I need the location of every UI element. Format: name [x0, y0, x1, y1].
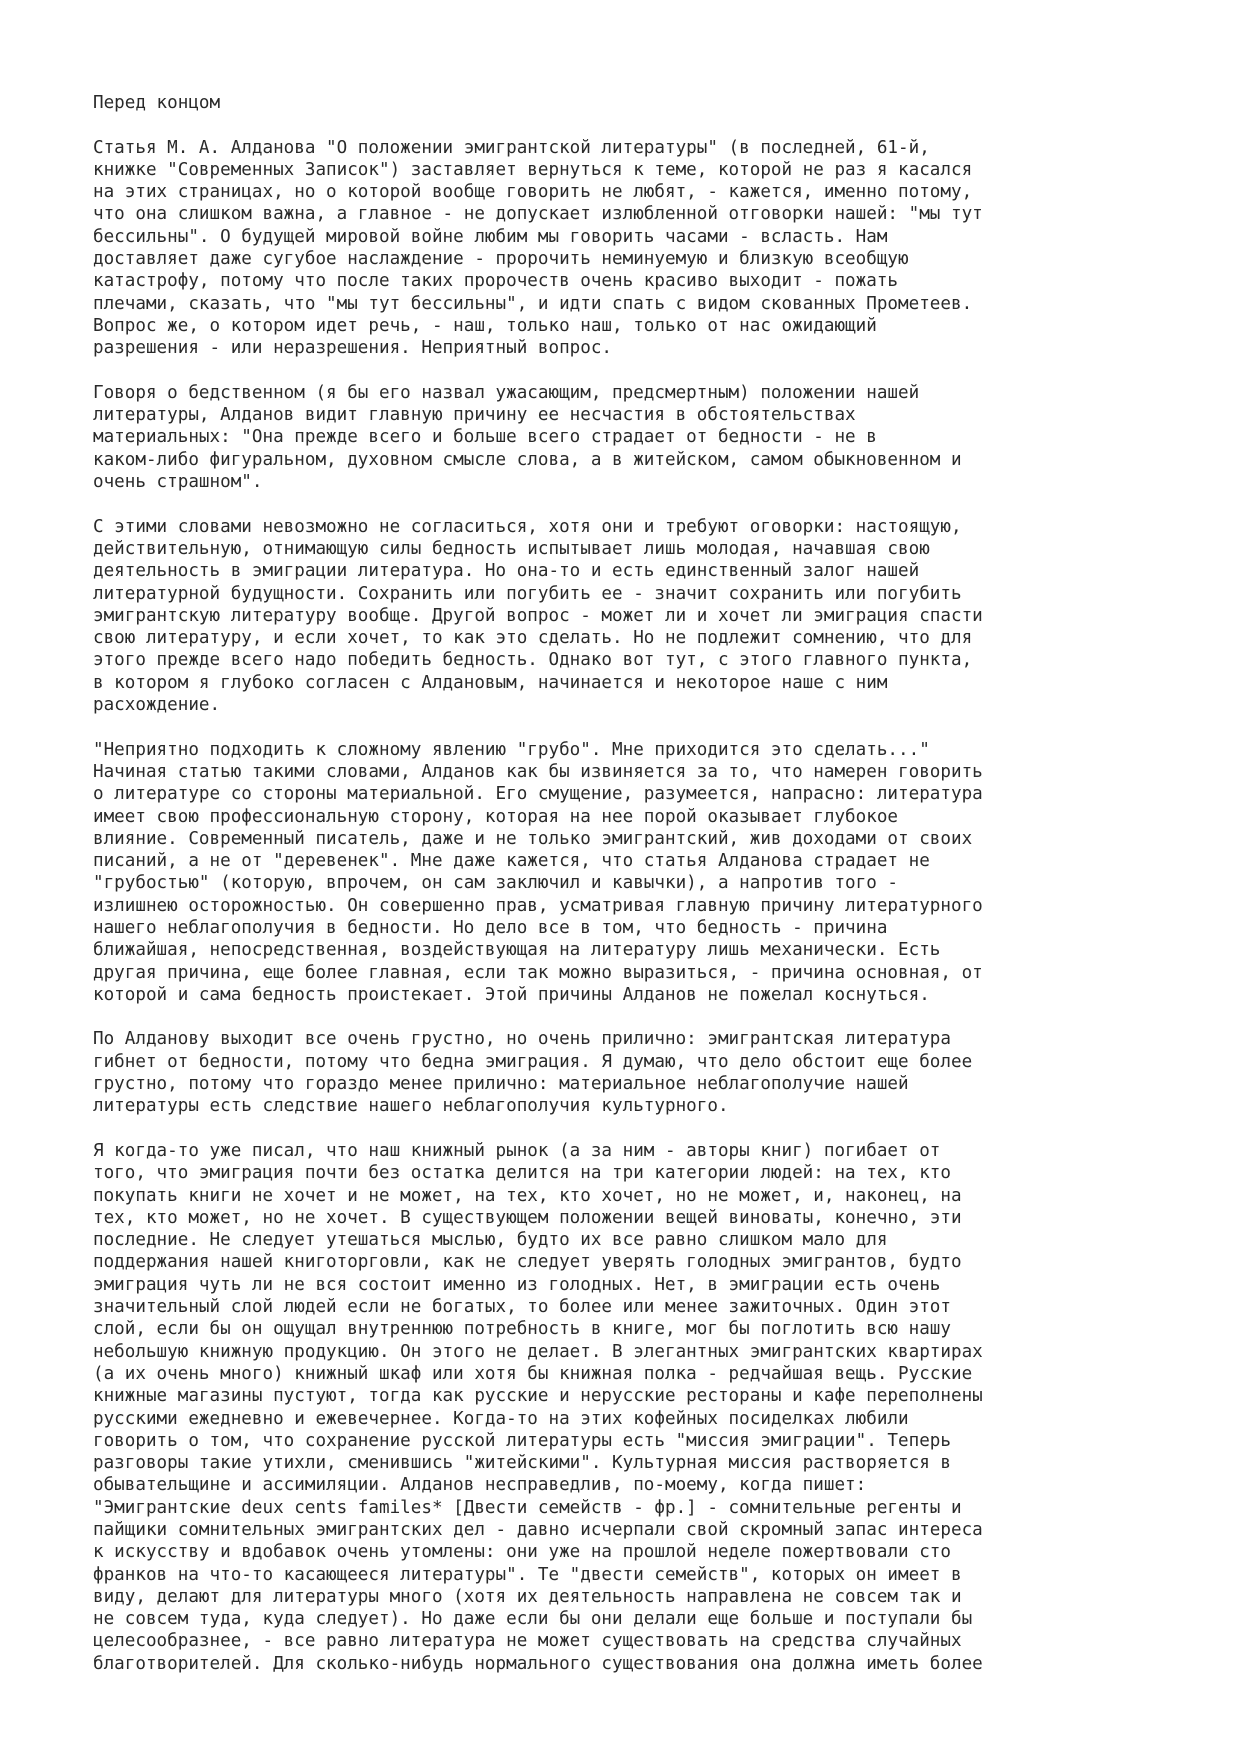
text-line: того, что эмиграция почти без остатка делится на три категории людей: на тех, кто	[93, 1163, 951, 1184]
text-line: имеет свою профессиональную сторону, которая на нее порой оказывает глубокое	[93, 806, 899, 827]
text-line: "Неприятно подходить к сложному явлению "грубо". Мне приходится это сделать..."	[93, 739, 930, 760]
text-line: очень страшном".	[93, 472, 263, 493]
text-line: (а их очень много) книжный шкаф или хотя бы книжная полка - редчайшая вещь. Русские	[93, 1363, 973, 1384]
text-line: плечами, сказать, что "мы тут бессильны", и идти спать с видом скованных Прометеев.	[93, 293, 973, 314]
text-line: Говоря о бедственном (я бы его назвал ужасающим, предсмертным) положении нашей	[93, 382, 920, 403]
text-line: благотворителей. Для сколько-нибудь нормального существования она должна иметь более	[93, 1653, 983, 1674]
text-line: книжке "Современных Записок") заставляет вернуться к теме, которой не раз я касался	[93, 159, 973, 180]
text-line: катастрофу, потому что после таких пророчеств очень красиво выходит - пожать	[93, 271, 899, 292]
text-line: материальных: "Она прежде всего и больше всего страдает от бедности - не в	[93, 427, 877, 448]
text-line: последние. Не следует утешаться мыслью, будто их все равно слишком мало для	[93, 1230, 888, 1251]
text-line: другая причина, еще более главная, если так можно выразиться, - причина основная, от	[93, 962, 983, 983]
text-line: слой, если бы он ощущал внутреннюю потребность в книге, мог бы поглотить всю нашу	[93, 1319, 951, 1340]
text-line: которой и сама бедность проистекает. Этой причины Алданов не пожелал коснуться.	[93, 984, 930, 1005]
text-line: поддержания нашей книготорговли, как не следует уверять голодных эмигрантов, будто	[93, 1252, 962, 1273]
text-line: покупать книги не хочет и не может, на тех, кто хочет, но не может, и, наконец, на	[93, 1185, 962, 1206]
text-line: влияние. Современный писатель, даже и не только эмигрантский, жив доходами от своих	[93, 828, 973, 849]
text-line: тех, кто может, но не хочет. В существующем положении вещей виноваты, конечно, эти	[93, 1207, 962, 1228]
text-line: ближайшая, непосредственная, воздействующая на литературу лишь механически. Есть	[93, 940, 941, 961]
text-line: значительный слой людей если не богатых, то более или менее зажиточных. Один этот	[93, 1297, 951, 1318]
text-line: "Эмигрантские deux cents familes* [Двести семейств - фр.] - сомнительные регенты и	[93, 1497, 962, 1518]
text-line: небольшую книжную продукцию. Он этого не делает. В элегантных эмигрантских квартирах	[93, 1341, 983, 1362]
text-line: грустно, потому что гораздо менее прилично: материальное неблагополучие нашей	[93, 1074, 909, 1095]
text-line: писаний, а не от "деревенек". Мне даже кажется, что статья Алданова страдает не	[93, 851, 930, 872]
text-line: эмиграция чуть ли не вся состоит именно из голодных. Нет, в эмиграции есть очень	[93, 1274, 941, 1295]
text-line: нашего неблагополучия в бедности. Но дело все в том, что бедность - причина	[93, 917, 888, 938]
text-line: виду, делают для литературы много (хотя их деятельность направлена не совсем так и	[93, 1586, 962, 1607]
paragraph	[93, 516, 1153, 717]
text-line: Начиная статью такими словами, Алданов как бы извиняется за то, что намерен говорить	[93, 761, 983, 782]
text-line: книжные магазины пустуют, тогда как русские и нерусские рестораны и кафе переполнены	[93, 1386, 983, 1407]
text-line: на этих страницах, но о которой вообще говорить не любят, - кажется, именно потому,	[93, 182, 973, 203]
text-line: свою литературу, и если хочет, то как это сделать. Но не подлежит сомнению, что для	[93, 628, 973, 649]
text-line: гибнет от бедности, потому что бедна эмиграция. Я думаю, что дело обстоит еще более	[93, 1051, 973, 1072]
text-line: франков на что-то касающееся литературы". Те "двести семейств", которых он имеет в	[93, 1564, 962, 1585]
text-line: расхождение.	[93, 695, 221, 716]
text-line: бессильны". О будущей мировой войне любим мы говорить часами - всласть. Нам	[93, 226, 888, 247]
text-line: литературы есть следствие нашего неблагополучия культурного.	[93, 1096, 729, 1117]
text-line: доставляет даже сугубое наслаждение - пророчить неминуемую и близкую всеобщую	[93, 249, 909, 270]
text-line: не совсем туда, куда следует). Но даже если бы они делали еще больше и поступали бы	[93, 1609, 973, 1630]
text-line: излишнею осторожностью. Он совершенно прав, усматривая главную причину литературного	[93, 895, 983, 916]
text-line: Вопрос же, о котором идет речь, - наш, только наш, только от нас ожидающий	[93, 315, 877, 336]
text-line: каком-либо фигуральном, духовном смысле слова, а в житейском, самом обыкновенном и	[93, 449, 962, 470]
text-line: в котором я глубоко согласен с Алдановым, начинается и некоторое наше с ним	[93, 672, 888, 693]
paragraph	[93, 1140, 1153, 1675]
text-line: обывательщине и ассимиляции. Алданов несправедлив, по-моему, когда пишет:	[93, 1475, 867, 1496]
text-line: разрешения - или неразрешения. Неприятный вопрос.	[93, 338, 613, 359]
text-line: о литературе со стороны материальной. Его смущение, разумеется, напрасно: литература	[93, 784, 983, 805]
text-line: этого прежде всего надо победить бедность. Однако вот тут, с этого главного пункта,	[93, 650, 973, 671]
text-line: По Алданову выходит все очень грустно, но очень прилично: эмигрантская литература	[93, 1029, 951, 1050]
text-line: Я когда-то уже писал, что наш книжный рынок (а за ним - авторы книг) погибает от	[93, 1140, 941, 1161]
text-line: Статья М. А. Алданова "О положении эмигрантской литературы" (в последней, 61-й,	[93, 137, 930, 158]
text-line: целесообразнее, - все равно литература не может существовать на средства случайных	[93, 1631, 962, 1652]
paragraph	[93, 739, 1153, 1007]
text-line: эмигрантскую литературу вообще. Другой вопрос - может ли и хочет ли эмиграция спасти	[93, 605, 983, 626]
text-line: литературы, Алданов видит главную причину ее несчастия в обстоятельствах	[93, 405, 856, 426]
text-line: С этими словами невозможно не согласиться, хотя они и требуют оговорки: настоящую,	[93, 516, 962, 537]
text-line: деятельность в эмиграции литература. Но она-то и есть единственный залог нашей	[93, 561, 920, 582]
text-line: пайщики сомнительных эмигрантских дел - давно исчерпали свой скромный запас интереса	[93, 1520, 983, 1540]
text-line: говорить о том, что сохранение русской литературы есть "миссия эмиграции". Теперь	[93, 1430, 951, 1451]
text-line: действительную, отнимающую силы бедность испытывает лишь молодая, начавшая свою	[93, 538, 930, 559]
document-title: Перед концом	[93, 93, 221, 113]
text-line: что она слишком важна, а главное - не допускает излюбленной отговорки нашей: "мы тут	[93, 204, 983, 225]
text-line: разговоры такие утихли, сменившись "житейскими". Культурная миссия растворяется в	[93, 1453, 951, 1474]
text-line: литературной будущности. Сохранить или погубить ее - значит сохранить или погубить	[93, 583, 962, 604]
text-line: русскими ежедневно и ежевечернее. Когда-то на этих кофейных посиделках любили	[93, 1408, 909, 1429]
document-body	[93, 137, 1153, 1675]
text-line: к искусству и вдобавок очень утомлены: они уже на прошлой неделе пожертвовали сто	[93, 1542, 951, 1563]
paragraph	[93, 382, 1153, 493]
document-page	[93, 92, 1153, 1697]
paragraph	[93, 137, 1153, 360]
paragraph	[93, 1028, 1153, 1117]
text-line: "грубостью" (которую, впрочем, он сам заключил и кавычки), а напротив того -	[93, 873, 899, 894]
